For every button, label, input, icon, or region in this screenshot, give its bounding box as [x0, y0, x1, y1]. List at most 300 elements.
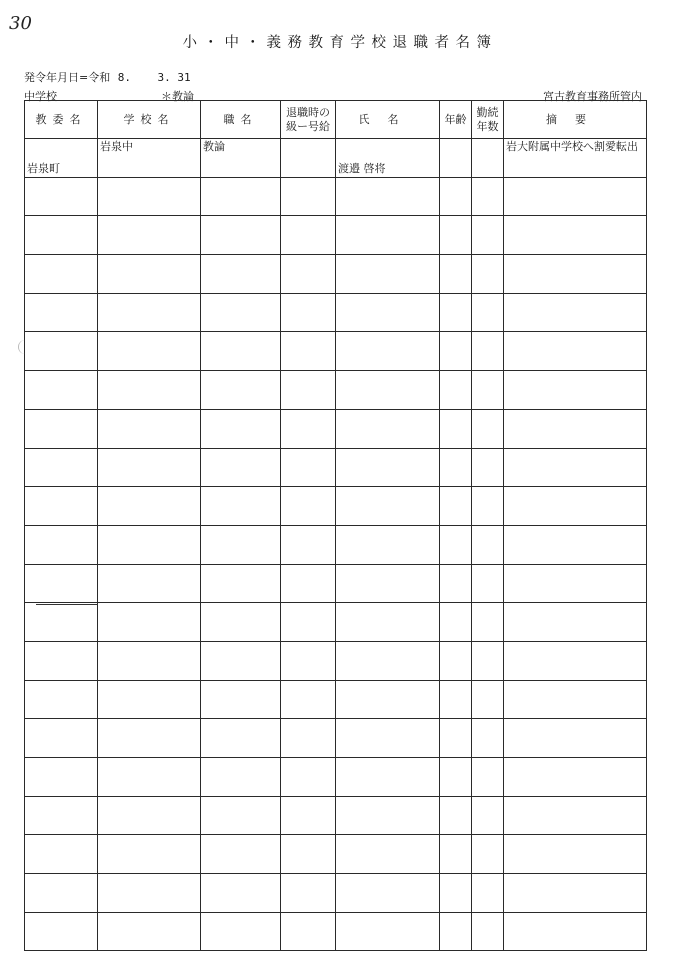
cell-school-text: [98, 449, 200, 451]
cell-name-text: [336, 332, 439, 334]
cell-name: [336, 487, 440, 526]
cell-salary-text: [281, 216, 335, 218]
cell-tenure: [472, 371, 504, 410]
cell-age: [440, 912, 472, 951]
issue-date: [24, 69, 191, 85]
cell-tenure: [472, 139, 504, 178]
cell-age: [440, 835, 472, 874]
cell-tenure-text: [472, 603, 503, 605]
cell-name-text: [336, 216, 439, 218]
cell-name-text: [336, 526, 439, 528]
table-row: [25, 835, 647, 874]
cell-tenure-text: [472, 835, 503, 837]
cell-summary: [504, 409, 647, 448]
cell-position: [201, 409, 281, 448]
cell-age: [440, 139, 472, 178]
cell-school: [98, 525, 201, 564]
cell-school-text: [98, 410, 200, 412]
cell-summary: [504, 835, 647, 874]
cell-name-text: 渡邉 啓将: [338, 161, 386, 175]
cell-salary: [281, 139, 336, 178]
cell-summary-text: [504, 913, 646, 915]
cell-board-text: [25, 719, 97, 721]
cell-board: [25, 409, 98, 448]
cell-tenure: [472, 487, 504, 526]
cell-position: [201, 448, 281, 487]
cell-position-text: [201, 526, 280, 528]
cell-school-text: [98, 565, 200, 567]
cell-salary-text: [281, 255, 335, 257]
cell-school: [98, 680, 201, 719]
cell-summary: [504, 680, 647, 719]
cell-name-text: [336, 410, 439, 412]
cell-position: [201, 796, 281, 835]
cell-position-text: [201, 681, 280, 683]
table-row: [25, 139, 647, 178]
cell-summary-text: [504, 565, 646, 567]
cell-name: [336, 409, 440, 448]
cell-summary-text: [504, 410, 646, 412]
header-salary: [281, 101, 336, 139]
cell-school: [98, 216, 201, 255]
cell-position-text: [201, 603, 280, 605]
document-title: 小・中・義務教育学校退職者名簿: [182, 35, 498, 51]
cell-tenure: [472, 912, 504, 951]
handwritten-page-number: 30: [9, 13, 32, 34]
cell-salary: [281, 177, 336, 216]
cell-position-text: [201, 719, 280, 721]
cell-position: [201, 912, 281, 951]
cell-tenure-text: [472, 255, 503, 257]
cell-summary: [504, 371, 647, 410]
cell-position-text: [201, 410, 280, 412]
table-row: [25, 758, 647, 797]
cell-name-text: [336, 487, 439, 489]
cell-age: [440, 216, 472, 255]
cell-name: [336, 912, 440, 951]
cell-tenure: [472, 216, 504, 255]
cell-age: [440, 874, 472, 913]
cell-summary-text: [504, 526, 646, 528]
cell-tenure-text: [472, 797, 503, 799]
cell-salary-text: [281, 719, 335, 721]
cell-age-text: [440, 139, 471, 141]
cell-school: [98, 177, 201, 216]
header-summary: 摘要: [504, 101, 647, 139]
cell-board: [25, 216, 98, 255]
cell-age-text: [440, 758, 471, 760]
cell-position: [201, 719, 281, 758]
header-salary-line1: 退職時の: [286, 105, 330, 119]
cell-name: [336, 177, 440, 216]
cell-school-text: [98, 642, 200, 644]
cell-name: [336, 564, 440, 603]
cell-school-text: [98, 294, 200, 296]
cell-school-text: [98, 603, 200, 605]
cell-name: [336, 641, 440, 680]
cell-tenure-text: [472, 565, 503, 567]
cell-summary: [504, 332, 647, 371]
cell-tenure-text: [472, 913, 503, 915]
cell-salary: [281, 835, 336, 874]
cell-age-text: [440, 797, 471, 799]
cell-salary-text: [281, 913, 335, 915]
cell-school: [98, 409, 201, 448]
cell-salary: [281, 293, 336, 332]
cell-school-text: [98, 758, 200, 760]
cell-summary-text: [504, 371, 646, 373]
cell-salary-text: [281, 449, 335, 451]
cell-age-text: [440, 255, 471, 257]
cell-summary-text: 岩大附属中学校へ割愛転出: [506, 140, 638, 153]
cell-tenure-text: [472, 681, 503, 683]
cell-school: [98, 564, 201, 603]
cell-board: [25, 719, 98, 758]
cell-tenure: [472, 796, 504, 835]
table-row: [25, 255, 647, 294]
cell-tenure-text: [472, 332, 503, 334]
cell-salary-text: [281, 642, 335, 644]
cell-tenure: [472, 332, 504, 371]
cell-board: [25, 564, 98, 603]
cell-name: [336, 874, 440, 913]
cell-tenure: [472, 680, 504, 719]
cell-age: [440, 409, 472, 448]
cell-age: [440, 371, 472, 410]
cell-salary: [281, 448, 336, 487]
cell-age-text: [440, 216, 471, 218]
cell-board-text: [25, 797, 97, 799]
cell-position: [201, 641, 281, 680]
table-row: [25, 564, 647, 603]
cell-school: [98, 139, 201, 178]
cell-salary-text: [281, 178, 335, 180]
cell-summary-text: [504, 332, 646, 334]
table-row: [25, 796, 647, 835]
cell-board-text: [25, 874, 97, 876]
cell-salary-text: [281, 371, 335, 373]
cell-tenure: [472, 525, 504, 564]
cell-position-text: 教論: [203, 140, 225, 153]
cell-board-text: [25, 294, 97, 296]
cell-salary-text: [281, 874, 335, 876]
cell-salary: [281, 487, 336, 526]
header-name: 氏名: [336, 101, 440, 139]
cell-position: [201, 293, 281, 332]
cell-board: [25, 487, 98, 526]
cell-tenure: [472, 293, 504, 332]
cell-position: [201, 564, 281, 603]
cell-summary: [504, 874, 647, 913]
cell-summary-text: [504, 719, 646, 721]
table-row: [25, 641, 647, 680]
cell-position: [201, 216, 281, 255]
cell-school-text: [98, 178, 200, 180]
cell-age-text: [440, 332, 471, 334]
cell-school-text: 岩泉中: [100, 140, 133, 153]
cell-age: [440, 487, 472, 526]
cell-summary: [504, 912, 647, 951]
header-row: [25, 101, 647, 139]
cell-tenure-text: [472, 178, 503, 180]
cell-name-text: [336, 449, 439, 451]
cell-salary: [281, 603, 336, 642]
cell-tenure-text: [472, 719, 503, 721]
cell-board: [25, 332, 98, 371]
cell-board-text: [25, 526, 97, 528]
cell-board: [25, 912, 98, 951]
cell-age-text: [440, 603, 471, 605]
cell-board: [25, 758, 98, 797]
cell-age: [440, 796, 472, 835]
cell-school: [98, 719, 201, 758]
cell-age: [440, 603, 472, 642]
cell-summary: [504, 255, 647, 294]
table-row: [25, 371, 647, 410]
cell-salary: [281, 525, 336, 564]
cell-summary-text: [504, 797, 646, 799]
cell-age-text: [440, 178, 471, 180]
cell-name-text: [336, 797, 439, 799]
school-type: 中学校: [24, 90, 57, 103]
cell-board-text: [25, 487, 97, 489]
cell-school-text: [98, 526, 200, 528]
cell-board-text: [25, 178, 97, 180]
cell-summary: [504, 796, 647, 835]
cell-position-text: [201, 913, 280, 915]
cell-tenure-text: [472, 371, 503, 373]
table-row: [25, 912, 647, 951]
cell-board-text: [25, 332, 97, 334]
cell-name-text: [336, 371, 439, 373]
cell-tenure-text: [472, 410, 503, 412]
cell-summary-text: [504, 835, 646, 837]
cell-school: [98, 293, 201, 332]
cell-board-text: [25, 216, 97, 218]
cell-school: [98, 371, 201, 410]
cell-name: [336, 719, 440, 758]
cell-school: [98, 758, 201, 797]
cell-school-text: [98, 874, 200, 876]
cell-board: [25, 371, 98, 410]
cell-board-text: [25, 681, 97, 683]
stray-line-mark: [36, 604, 98, 605]
cell-summary: [504, 758, 647, 797]
table-row: [25, 874, 647, 913]
cell-name: [336, 255, 440, 294]
cell-tenure: [472, 603, 504, 642]
cell-position: [201, 487, 281, 526]
issue-date-value: 8. 3. 31: [117, 71, 191, 84]
cell-name: [336, 332, 440, 371]
cell-name: [336, 758, 440, 797]
cell-age-text: [440, 835, 471, 837]
cell-position: [201, 332, 281, 371]
cell-age-text: [440, 642, 471, 644]
cell-salary: [281, 719, 336, 758]
cell-school: [98, 912, 201, 951]
cell-salary-text: [281, 487, 335, 489]
cell-board-text: [25, 410, 97, 412]
cell-school-text: [98, 913, 200, 915]
cell-board: [25, 603, 98, 642]
cell-tenure: [472, 177, 504, 216]
cell-name-text: [336, 719, 439, 721]
cell-position-text: [201, 642, 280, 644]
cell-school-text: [98, 216, 200, 218]
header-tenure-line1: 勤続: [476, 105, 499, 119]
cell-position: [201, 758, 281, 797]
cell-tenure: [472, 448, 504, 487]
cell-tenure: [472, 874, 504, 913]
cell-name: [336, 680, 440, 719]
cell-age-text: [440, 371, 471, 373]
cell-position-text: [201, 371, 280, 373]
header-tenure: [472, 101, 504, 139]
cell-board-text: [25, 913, 97, 915]
cell-tenure: [472, 564, 504, 603]
cell-board-text: [25, 371, 97, 373]
cell-position-text: [201, 565, 280, 567]
cell-tenure-text: [472, 294, 503, 296]
cell-board-text: [25, 835, 97, 837]
cell-position: [201, 680, 281, 719]
cell-summary: [504, 719, 647, 758]
table-row: [25, 487, 647, 526]
cell-age-text: [440, 913, 471, 915]
cell-tenure-text: [472, 642, 503, 644]
cell-summary: [504, 177, 647, 216]
cell-age-text: [440, 681, 471, 683]
cell-salary-text: [281, 410, 335, 412]
cell-age-text: [440, 526, 471, 528]
cell-salary: [281, 874, 336, 913]
cell-age: [440, 525, 472, 564]
office-name: 宮古教育事務所管内: [543, 90, 642, 103]
cell-board: [25, 177, 98, 216]
header-position: 職名: [201, 101, 281, 139]
cell-age: [440, 448, 472, 487]
cell-summary-text: [504, 603, 646, 605]
cell-name-text: [336, 913, 439, 915]
header-board: 教委名: [25, 101, 98, 139]
cell-position-text: [201, 332, 280, 334]
cell-school-text: [98, 332, 200, 334]
cell-salary-text: [281, 797, 335, 799]
cell-salary-text: [281, 526, 335, 528]
cell-age: [440, 332, 472, 371]
cell-summary-text: [504, 449, 646, 451]
cell-summary-text: [504, 642, 646, 644]
cell-tenure-text: [472, 874, 503, 876]
cell-school-text: [98, 255, 200, 257]
cell-name-text: [336, 255, 439, 257]
table-row: [25, 448, 647, 487]
cell-board: [25, 255, 98, 294]
cell-name: [336, 139, 440, 178]
cell-tenure-text: [472, 139, 503, 141]
cell-age: [440, 758, 472, 797]
cell-tenure: [472, 835, 504, 874]
table-row: [25, 332, 647, 371]
cell-summary-text: [504, 294, 646, 296]
cell-summary-text: [504, 216, 646, 218]
cell-position: [201, 255, 281, 294]
cell-salary-text: [281, 565, 335, 567]
cell-school: [98, 487, 201, 526]
cell-summary: [504, 603, 647, 642]
cell-board-text: [25, 642, 97, 644]
cell-summary-text: [504, 681, 646, 683]
cell-tenure: [472, 719, 504, 758]
cell-name-text: [336, 681, 439, 683]
cell-age-text: [440, 874, 471, 876]
cell-school: [98, 255, 201, 294]
cell-board-text: [25, 565, 97, 567]
retiree-roster-table: [24, 100, 647, 951]
cell-salary-text: [281, 294, 335, 296]
cell-summary: [504, 293, 647, 332]
cell-tenure: [472, 409, 504, 448]
cell-position-text: [201, 216, 280, 218]
cell-school-text: [98, 487, 200, 489]
cell-salary-text: [281, 332, 335, 334]
cell-name-text: [336, 178, 439, 180]
cell-salary-text: [281, 139, 335, 141]
cell-position-text: [201, 874, 280, 876]
cell-board: [25, 293, 98, 332]
cell-name: [336, 293, 440, 332]
cell-summary: [504, 564, 647, 603]
cell-salary: [281, 216, 336, 255]
cell-salary-text: [281, 603, 335, 605]
cell-salary: [281, 371, 336, 410]
table-row: [25, 177, 647, 216]
cell-salary: [281, 680, 336, 719]
cell-position: [201, 874, 281, 913]
cell-tenure: [472, 641, 504, 680]
issue-date-label: 発令年月日=令和: [24, 71, 111, 84]
cell-age: [440, 641, 472, 680]
cell-school: [98, 448, 201, 487]
cell-summary: [504, 525, 647, 564]
cell-salary: [281, 255, 336, 294]
cell-salary: [281, 332, 336, 371]
cell-salary-text: [281, 681, 335, 683]
cell-board: [25, 680, 98, 719]
table-row: [25, 216, 647, 255]
cell-school-text: [98, 797, 200, 799]
cell-school: [98, 641, 201, 680]
cell-position-text: [201, 178, 280, 180]
cell-age: [440, 564, 472, 603]
cell-name-text: [336, 294, 439, 296]
cell-tenure-text: [472, 758, 503, 760]
punch-hole-mark: [18, 340, 29, 354]
cell-position-text: [201, 449, 280, 451]
cell-summary: [504, 139, 647, 178]
cell-position-text: [201, 835, 280, 837]
cell-summary-text: [504, 758, 646, 760]
cell-salary-text: [281, 758, 335, 760]
cell-age: [440, 680, 472, 719]
cell-board: [25, 448, 98, 487]
cell-name: [336, 525, 440, 564]
cell-school-text: [98, 681, 200, 683]
cell-position-text: [201, 487, 280, 489]
cell-name-text: [336, 565, 439, 567]
cell-tenure-text: [472, 526, 503, 528]
